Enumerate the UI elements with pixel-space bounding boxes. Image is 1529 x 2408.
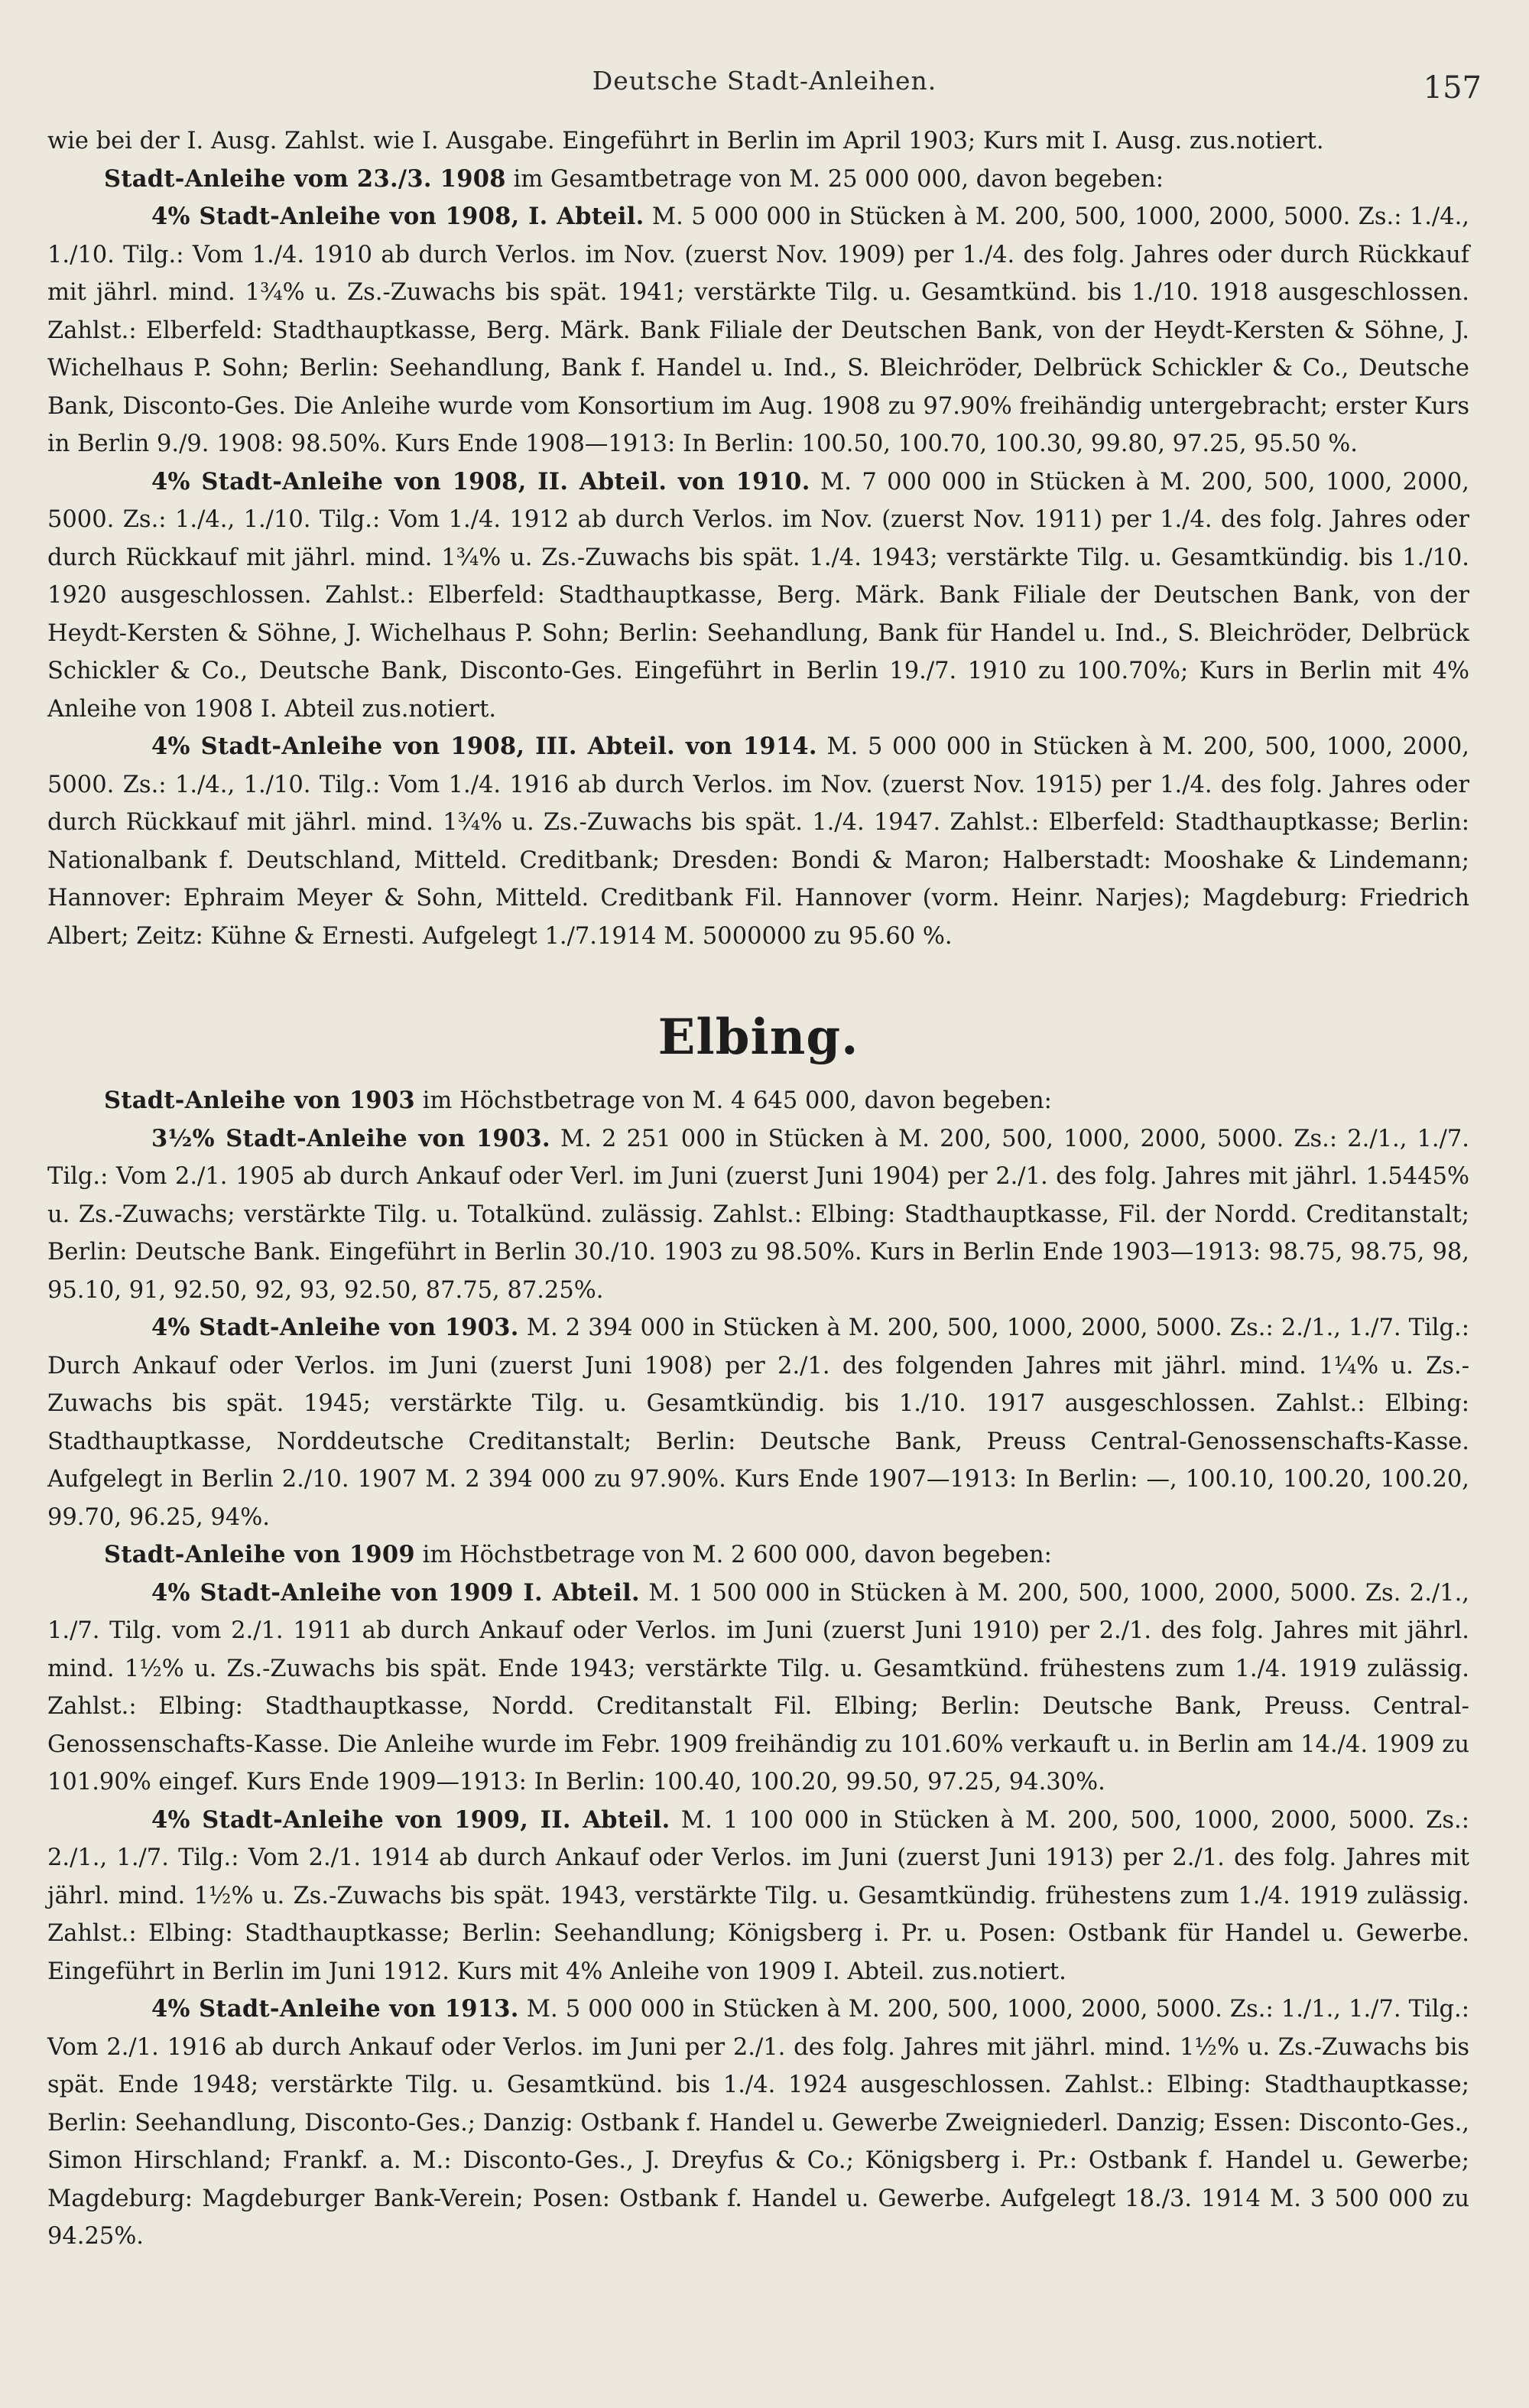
loan-entry xyxy=(47,1536,1469,1574)
loan-heading: Stadt-Anleihe von 1903 xyxy=(104,1087,415,1114)
loan-text: im Höchstbetrage von M. 2 600 000, davon begeben: xyxy=(414,1542,1052,1568)
loan-text: M. 5 000 000 in Stücken à M. 200, 500, 1000, 2000, 5000. Zs.: 1./1., 1./7. Tilg.: Vom 2./1. 1916 ab durch Ankauf oder Verlos. im Juni per 2./1. des folg. Jahres mit jährl. mind. 1½% u. Zs.-Zuwachs bis spät. Ende 1948; verstärkte Tilg. u. Gesamtkünd. bis 1./4. 1924 ausgeschlossen. Zahlst.: Elbing: Stadthauptkasse; Berlin: Seehandlung, Disconto-Ges.; Danzig: Ostbank f. Handel u. Gewerbe Zweigniederl. Danzig; Essen: Disconto-Ges., Simon Hirschland; Frankf. a. M.: Disconto-Ges., J. Dreyfus & Co.; Königsberg i. Pr.: Ostbank f. Handel u. Gewerbe; Magdeburg: Magdeburger Bank-Verein; Posen: Ostbank f. Handel u. Gewerbe. Aufgelegt 18./3. 1914 M. 3 500 000 zu 94.25%. xyxy=(47,1996,1469,2250)
loan-entry xyxy=(47,1309,1469,1536)
loan-entry xyxy=(47,1802,1469,1991)
loan-heading: 4% Stadt-Anleihe von 1909 I. Abteil. xyxy=(151,1578,640,1607)
loan-text: im Gesamtbetrage von M. 25 000 000, davon begeben: xyxy=(505,165,1164,193)
loan-text: M. 2 394 000 in Stücken à M. 200, 500, 1000, 2000, 5000. Zs.: 2./1., 1./7. Tilg.: Durch Ankauf oder Verlos. im Juni (zuerst Juni 1908) per 2./1. des folgenden Jahres mit jährl. mind. 1¼% u. Zs.-Zuwachs bis spät. 1945; verstärkte Tilg. u. Gesamtkündig. bis 1./10. 1917 ausgeschlossen. Zahlst.: Elbing: Stadthauptkasse, Norddeutsche Creditanstalt; Berlin: Deutsche Bank, Preuss Central-Genossenschafts-Kasse. Aufgelegt in Berlin 2./10. 1907 M. 2 394 000 zu 97.90%. Kurs Ende 1907—1913: In Berlin: —, 100.10, 100.20, 100.20, 99.70, 96.25, 94%. xyxy=(47,1314,1469,1531)
loan-heading: Stadt-Anleihe vom 23./3. 1908 xyxy=(104,164,506,193)
loan-entry xyxy=(47,161,1469,199)
loan-heading: Stadt-Anleihe von 1909 xyxy=(104,1541,415,1568)
loan-entry xyxy=(47,463,1469,729)
continued-paragraph xyxy=(47,122,1469,161)
loan-text: M. 7 000 000 in Stücken à M. 200, 500, 1000, 2000, 5000. Zs.: 1./4., 1./10. Tilg.: Vom 1./4. 1912 ab durch Verlos. im Nov. (zuerst Nov. 1911) per 1./4. des folg. Jahres oder durch Rückkauf mit jährl. mind. 1¾% u. Zs.-Zuwachs bis spät. 1./4. 1943; verstärkte Tilg. u. Gesamtkündig. bis 1./10. 1920 ausgeschlossen. Zahlst.: Elberfeld: Stadthauptkasse, Berg. Märk. Bank Filiale der Deutschen Bank, von der Heydt-Kersten & Söhne, J. Wichelhaus P. Sohn; Berlin: Seehandlung, Bank für Handel u. Ind., S. Bleichröder, Delbrück Schickler & Co., Deutsche Bank, Disconto-Ges. Eingeführt in Berlin 19./7. 1910 zu 100.70%; Kurs in Berlin mit 4% Anleihe von 1908 I. Abteil zus.notiert. xyxy=(47,468,1469,723)
loan-entry xyxy=(47,1120,1469,1310)
loan-text: M. 1 100 000 in Stücken à M. 200, 500, 1000, 2000, 5000. Zs.: 2./1., 1./7. Tilg.: Vom 2./1. 1914 ab durch Ankauf oder Verlos. im Juni (zuerst Juni 1913) per 2./1. des folg. Jahres mit jährl. mind. 1½% u. Zs.-Zuwachs bis spät. 1943, verstärkte Tilg. u. Gesamtkündig. frühestens zum 1./4. 1919 zulässig. Zahlst.: Elbing: Stadthauptkasse; Berlin: Seehandlung; Königsberg i. Pr. u. Posen: Ostbank für Handel u. Gewerbe. Eingeführt in Berlin im Juni 1912. Kurs mit 4% Anleihe von 1909 I. Abteil. zus.notiert. xyxy=(47,1806,1469,1985)
paragraph-text: wie bei der I. Ausg. Zahlst. wie I. Ausgabe. Eingeführt in Berlin im April 1903; Kurs mit I. Ausg. zus.notiert. xyxy=(47,128,1324,154)
loan-heading: 4% Stadt-Anleihe von 1908, III. Abteil. von 1914. xyxy=(151,733,817,760)
loan-text: M. 5 000 000 in Stücken à M. 200, 500, 1000, 2000, 5000. Zs.: 1./4., 1./10. Tilg.: Vom 1./4. 1910 ab durch Verlos. im Nov. (zuerst Nov. 1909) per 1./4. des folg. Jahres oder durch Rückkauf mit jährl. mind. 1¾% u. Zs.-Zuwachs bis spät. 1941; verstärkte Tilg. u. Gesamtkünd. bis 1./10. 1918 ausgeschlossen. Zahlst.: Elberfeld: Stadthauptkasse, Berg. Märk. Bank Filiale der Deutschen Bank, von der Heydt-Kersten & Söhne, J. Wichelhaus P. Sohn; Berlin: Seehandlung, Bank f. Handel u. Ind., S. Bleichröder, Delbrück Schickler & Co., Deutsche Bank, Disconto-Ges. Die Anleihe wurde vom Konsortium im Aug. 1908 zu 97.90% freihändig untergebracht; erster Kurs in Berlin 9./9. 1908: 98.50%. Kurs Ende 1908—1913: In Berlin: 100.50, 100.70, 100.30, 99.80, 97.25, 95.50 %. xyxy=(47,203,1469,457)
loan-heading: 4% Stadt-Anleihe von 1908, I. Abteil. xyxy=(151,203,644,230)
loan-heading: 4% Stadt-Anleihe von 1913. xyxy=(151,1995,519,2023)
loan-heading: 3½% Stadt-Anleihe von 1903. xyxy=(151,1124,550,1152)
loan-heading: 4% Stadt-Anleihe von 1909, II. Abteil. xyxy=(151,1805,670,1834)
loan-heading: 4% Stadt-Anleihe von 1903. xyxy=(151,1314,519,1341)
loan-text: M. 5 000 000 in Stücken à M. 200, 500, 1000, 2000, 5000. Zs.: 1./4., 1./10. Tilg.: Vom 1./4. 1916 ab durch Verlos. im Nov. (zuerst Nov. 1915) per 1./4. des folg. Jahres oder durch Rückkauf mit jährl. mind. 1¾% u. Zs.-Zuwachs bis spät. 1./4. 1947. Zahlst.: Elberfeld: Stadthauptkasse; Berlin: Nationalbank f. Deutschland, Mitteld. Creditbank; Dresden: Bondi & Maron; Halberstadt: Mooshake & Lindemann; Hannover: Ephraim Meyer & Sohn, Mitteld. Creditbank Fil. Hannover (vorm. Heinr. Narjes); Magdeburg: Friedrich Albert; Zeitz: Kühne & Ernesti. Aufgelegt 1./7.1914 M. 5000000 zu 95.60 %. xyxy=(47,733,1469,950)
page-number: 157 xyxy=(1423,70,1482,106)
running-title: Deutsche Stadt-Anleihen. xyxy=(592,66,937,96)
loan-text: M. 2 251 000 in Stücken à M. 200, 500, 1000, 2000, 5000. Zs.: 2./1., 1./7. Tilg.: Vom 2./1. 1905 ab durch Ankauf oder Verl. im Juni (zuerst Juni 1904) per 2./1. des folg. Jahres mit jährl. 1.5445% u. Zs.-Zuwachs; verstärkte Tilg. u. Totalkünd. zulässig. Zahlst.: Elbing: Stadthauptkasse, Fil. der Nordd. Creditanstalt; Berlin: Deutsche Bank. Eingeführt in Berlin 30./10. 1903 zu 98.50%. Kurs in Berlin Ende 1903—1913: 98.75, 98.75, 98, 95.10, 91, 92.50, 92, 93, 92.50, 87.75, 87.25%. xyxy=(47,1125,1469,1304)
section-title-elbing: Elbing. xyxy=(657,1009,859,1066)
page-body xyxy=(47,122,1469,2256)
loan-entry xyxy=(47,198,1469,463)
loan-entry xyxy=(47,1082,1469,1120)
loan-heading: 4% Stadt-Anleihe von 1908, II. Abteil. von 1910. xyxy=(151,467,810,496)
loan-text: im Höchstbetrage von M. 4 645 000, davon begeben: xyxy=(414,1087,1052,1114)
loan-entry xyxy=(47,1574,1469,1802)
loan-entry xyxy=(47,728,1469,955)
loan-text: M. 1 500 000 in Stücken à M. 200, 500, 1000, 2000, 5000. Zs. 2./1., 1./7. Tilg. vom 2./1. 1911 ab durch Ankauf oder Verlos. im Juni (zuerst Juni 1910) per 2./1. des folg. Jahres mit jährl. mind. 1½% u. Zs.-Zuwachs bis spät. Ende 1943; verstärkte Tilg. u. Gesamtkünd. frühestens zum 1./4. 1919 zulässig. Zahlst.: Elbing: Stadthauptkasse, Nordd. Creditanstalt Fil. Elbing; Berlin: Deutsche Bank, Preuss. Central-Genossenschafts-Kasse. Die Anleihe wurde im Febr. 1909 freihändig zu 101.60% verkauft u. in Berlin am 14./4. 1909 zu 101.90% eingef. Kurs Ende 1909—1913: In Berlin: 100.40, 100.20, 99.50, 97.25, 94.30%. xyxy=(47,1579,1469,1795)
loan-entry xyxy=(47,1990,1469,2256)
